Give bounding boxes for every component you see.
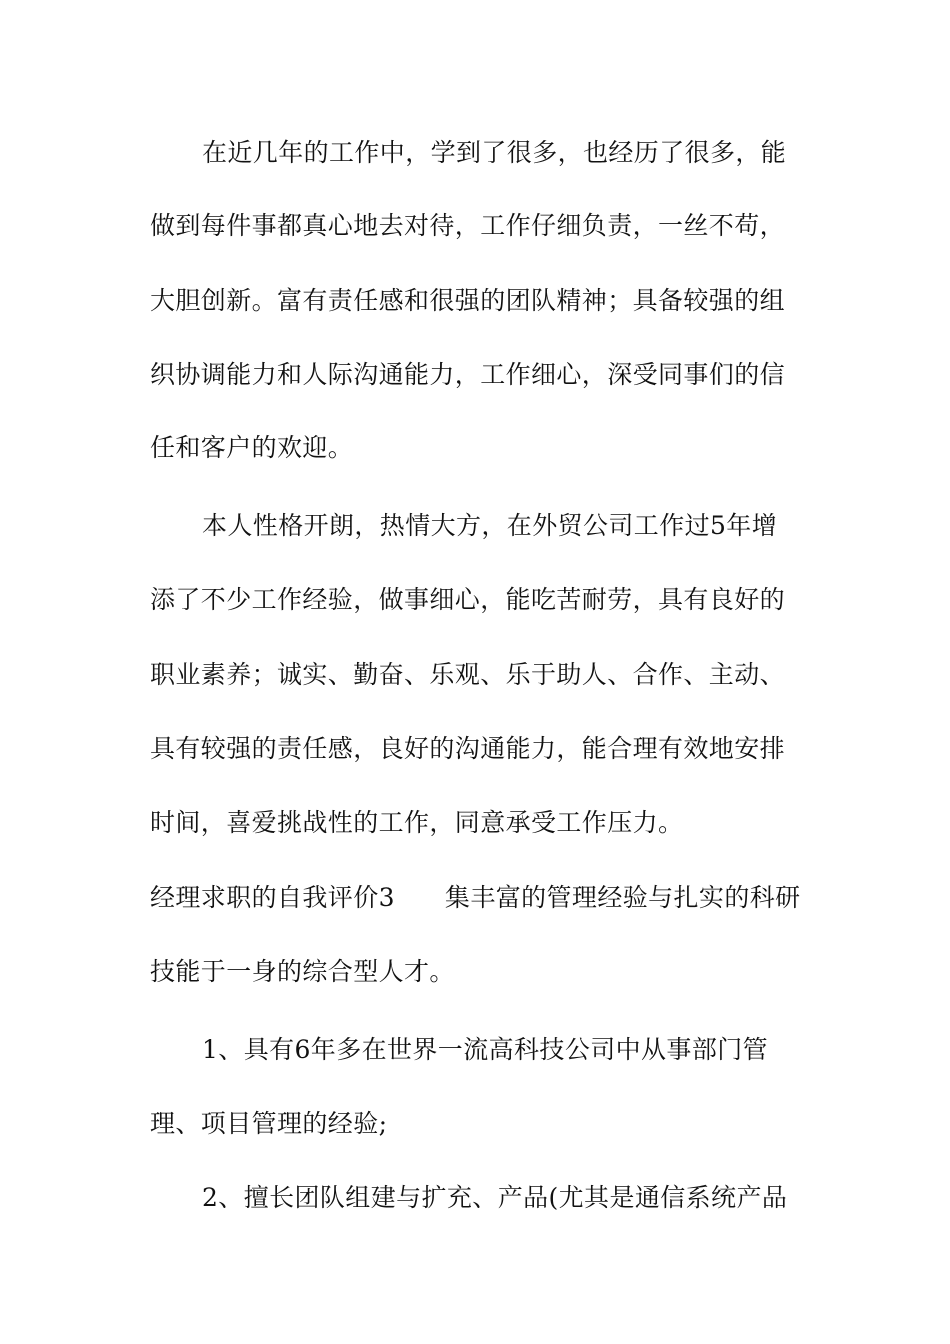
paragraph-2-line-1: 本人性格开朗，热情大方，在外贸公司工作过5年增 — [202, 511, 778, 540]
paragraph-5-line-1: 2、擅长团队组建与扩充、产品(尤其是通信系统产品 — [202, 1183, 788, 1212]
paragraph-1-line-2: 做到每件事都真心地去对待，工作仔细负责，一丝不苟， — [150, 211, 786, 240]
paragraph-3-line-2: 技能于一身的综合型人才。 — [150, 957, 455, 986]
paragraph-2-line-3: 职业素养；诚实、勤奋、乐观、乐于助人、合作、主动、 — [150, 660, 786, 689]
paragraph-2-line-5: 时间，喜爱挑战性的工作，同意承受工作压力。 — [150, 808, 684, 837]
paragraph-3-line-1: 集丰富的管理经验与扎实的科研 — [444, 883, 801, 912]
paragraph-4-line-2: 理、项目管理的经验; — [150, 1109, 388, 1138]
paragraph-2-line-4: 具有较强的责任感，良好的沟通能力，能合理有效地安排 — [150, 734, 786, 763]
paragraph-1-line-3: 大胆创新。富有责任感和很强的团队精神；具备较强的组 — [150, 286, 786, 315]
section-heading: 经理求职的自我评价3 — [150, 883, 395, 912]
paragraph-1-line-4: 织协调能力和人际沟通能力，工作细心，深受同事们的信 — [150, 360, 786, 389]
paragraph-4-line-1: 1、具有6年多在世界一流高科技公司中从事部门管 — [202, 1035, 769, 1064]
paragraph-1-line-1: 在近几年的工作中，学到了很多，也经历了很多，能 — [202, 138, 787, 167]
section-heading-line — [150, 882, 801, 914]
paragraph-2-line-2: 添了不少工作经验，做事细心，能吃苦耐劳，具有良好的 — [150, 585, 786, 614]
paragraph-1-line-5: 任和客户的欢迎。 — [150, 433, 354, 462]
